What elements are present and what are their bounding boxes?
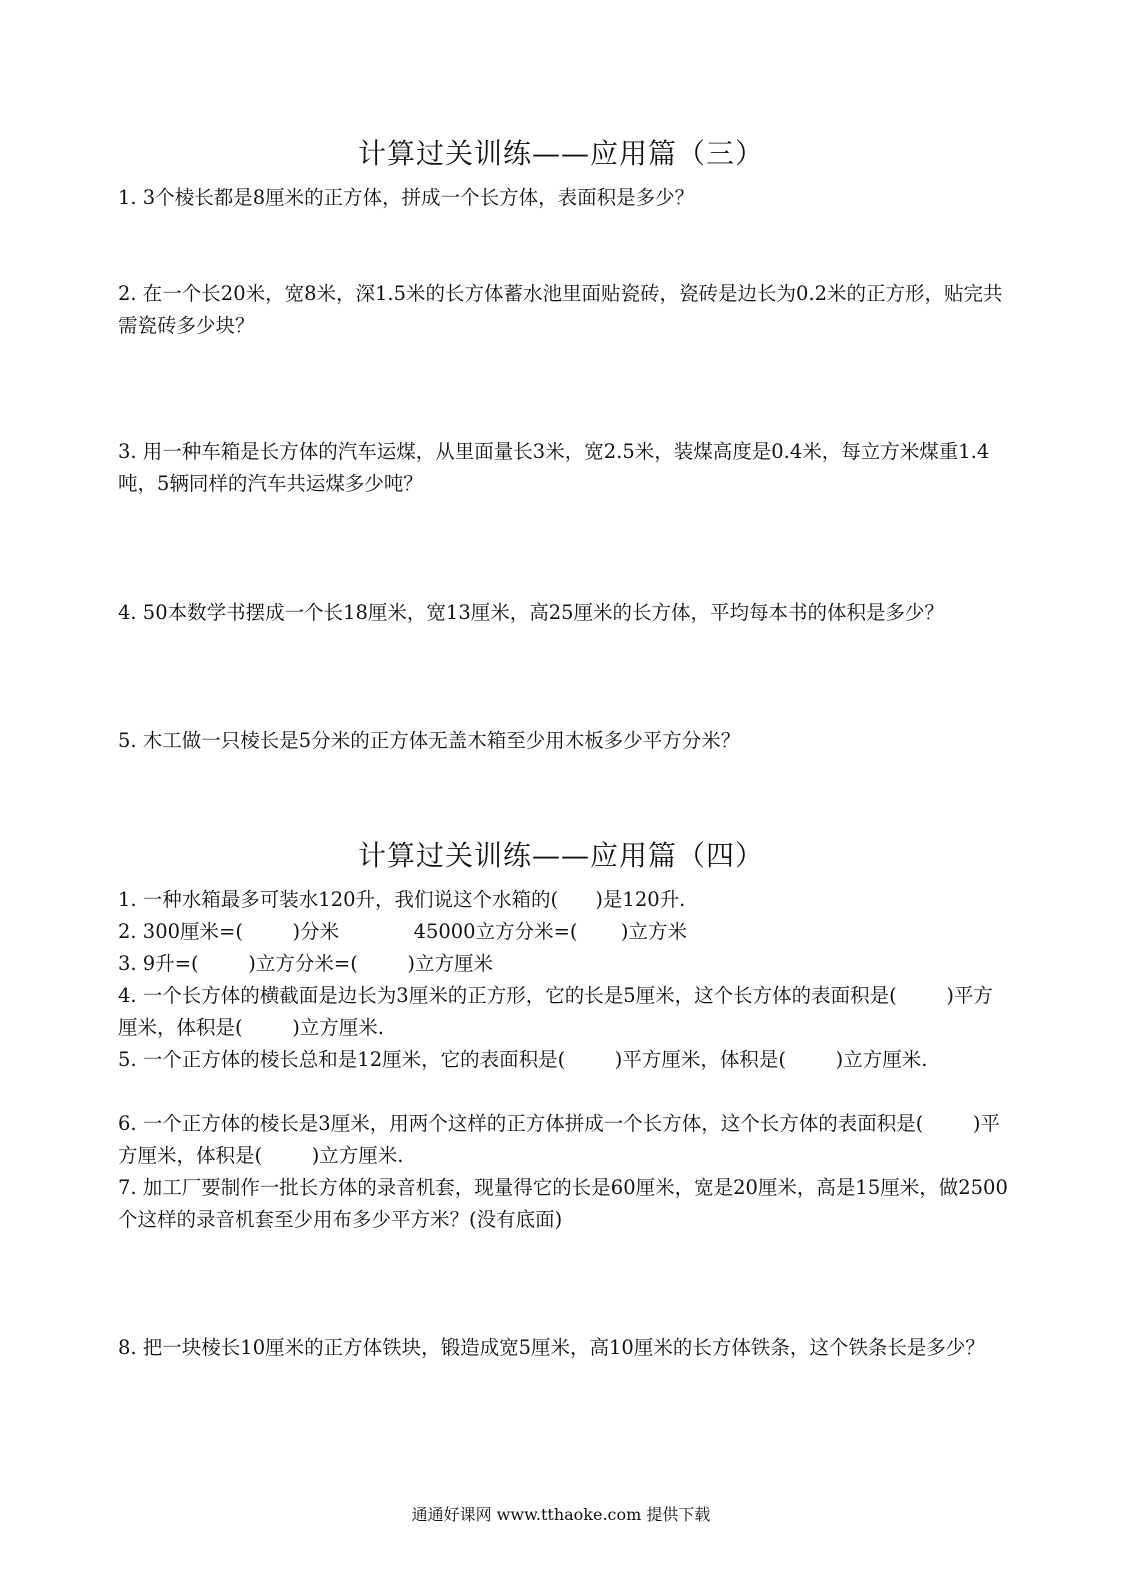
section-3-question-1: 1. 3个棱长都是8厘米的正方体，拼成一个长方体，表面积是多少？: [118, 186, 695, 209]
section-3-title: 计算过关训练——应用篇（三）: [357, 137, 764, 170]
section-4-question-7: 7. 加工厂要制作一批长方体的录音机套，现量得它的长是60厘米，宽是20厘米，高是15厘米，做2500个这样的录音机套至少用布多少平方米？(没有底面): [118, 1176, 1008, 1231]
section-4-question-4: 4. 一个长方体的横截面是边长为3厘米的正方形，它的长是5厘米，这个长方体的表面积是( )平方厘米，体积是( )立方厘米.: [118, 984, 993, 1039]
section-4-question-6: 6. 一个正方体的棱长是3厘米，用两个这样的正方体拼成一个长方体，这个长方体的表面积是( )平方厘米，体积是( )立方厘米.: [118, 1112, 1001, 1167]
section-4-question-3: 3. 9升=( )立方分米=( )立方厘米: [118, 952, 493, 975]
section-4-title: 计算过关训练——应用篇（四）: [357, 839, 764, 872]
download-footer: 通通好课网 www.tthaoke.com 提供下载: [411, 1505, 711, 1524]
section-3-question-3: 3. 用一种车箱是长方体的汽车运煤，从里面量长3米，宽2.5米，装煤高度是0.4米，每立方米煤重1.4吨，5辆同样的汽车共运煤多少吨？: [118, 440, 990, 495]
section-3-question-5: 5. 木工做一只棱长是5分米的正方体无盖木箱至少用木板多少平方分米？: [118, 729, 741, 752]
section-4-question-5: 5. 一个正方体的棱长总和是12厘米，它的表面积是( )平方厘米，体积是( )立方厘米.: [118, 1048, 928, 1071]
section-4-question-8: 8. 把一块棱长10厘米的正方体铁块，锻造成宽5厘米，高10厘米的长方体铁条，这个铁条长是多少？: [118, 1336, 985, 1359]
section-3-question-2: 2. 在一个长20米，宽8米，深1.5米的长方体蓄水池里面贴瓷砖，瓷砖是边长为0.2米的正方形，贴完共需瓷砖多少块？: [118, 282, 1003, 337]
section-3-question-4: 4. 50本数学书摆成一个长18厘米，宽13厘米，高25厘米的长方体，平均每本书的体积是多少？: [118, 601, 945, 624]
section-4-question-1: 1. 一种水箱最多可装水120升，我们说这个水箱的( )是120升.: [118, 888, 686, 911]
section-4-question-2: 2. 300厘米=( )分米 45000立方分米=( )立方米: [118, 920, 688, 943]
